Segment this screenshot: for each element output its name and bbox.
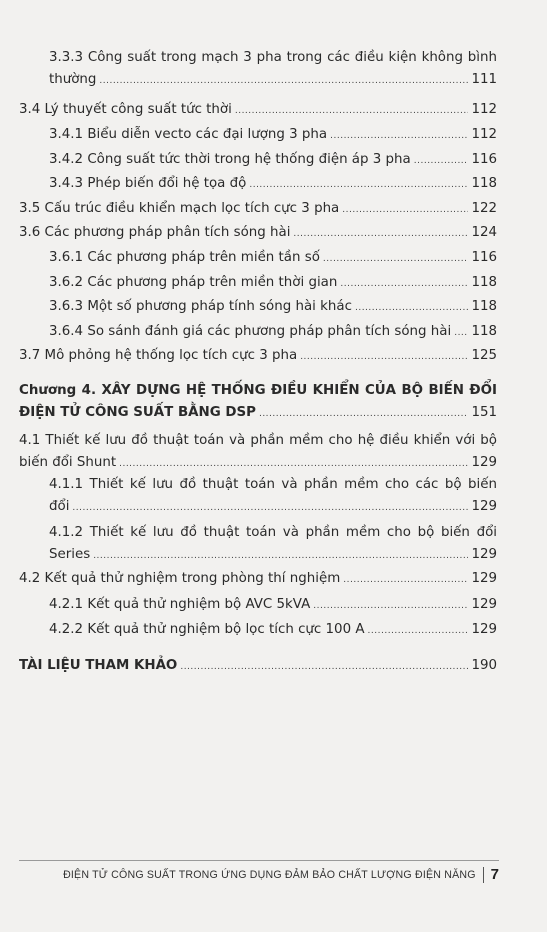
toc-page-number: 112 (471, 102, 497, 117)
dot-leader (343, 569, 468, 591)
toc-entry-title: 3.7 Mô phỏng hệ thống lọc tích cực 3 pha (19, 348, 298, 363)
toc-entry-title: 3.6.4 So sánh đánh giá các phương pháp phân tích sóng hài (49, 324, 452, 339)
dot-leader (330, 125, 468, 147)
toc-page-number: 118 (471, 176, 497, 191)
toc-page-number: 129 (471, 499, 497, 514)
dot-leader (454, 322, 468, 344)
toc-entry-4-2-2[interactable] (49, 619, 497, 642)
dot-leader (355, 297, 468, 319)
toc-entry-title-cont: ĐIỆN TỬ CÔNG SUẤT BẰNG DSP (19, 405, 256, 420)
toc-page-number: 129 (471, 547, 497, 562)
toc-entry-title-cont: biến đổi Shunt (19, 455, 117, 470)
toc-entry-title-cont: thường (49, 72, 97, 87)
toc-entry-title: 4.1.2 Thiết kế lưu đồ thuật toán và phần mềm cho bộ biến đổi (49, 525, 497, 540)
dot-leader (342, 199, 468, 221)
toc-page-number: 124 (471, 225, 497, 240)
dot-leader (414, 150, 469, 172)
toc-page-number: 118 (471, 299, 497, 314)
dot-leader (180, 656, 468, 678)
toc-entry-4-2-1[interactable] (49, 594, 497, 617)
toc-entry-title-cont: Series (49, 547, 91, 562)
toc-entry-3-4-2[interactable] (49, 149, 497, 172)
dot-leader (235, 100, 469, 122)
toc-page-number: 116 (471, 250, 497, 265)
toc-entry-title: 4.2 Kết quả thử nghiệm trong phòng thí nghiệm (19, 571, 341, 586)
toc-entry-title-cont: đổi (49, 499, 70, 514)
toc-entry-title: 3.4 Lý thuyết công suất tức thời (19, 102, 232, 117)
toc-entry-references[interactable] (19, 655, 497, 678)
dot-leader (323, 248, 469, 270)
toc-entry-4-2[interactable] (19, 568, 497, 591)
toc-entry-title: 3.6.1 Các phương pháp trên miền tần số (49, 250, 320, 265)
toc-entry-chapter-4[interactable] (19, 380, 497, 425)
dot-leader (249, 174, 468, 196)
dot-leader (300, 346, 468, 368)
dot-leader (293, 223, 468, 245)
dot-leader (340, 273, 468, 295)
dot-leader (99, 70, 468, 92)
toc-entry-title: 3.6.2 Các phương pháp trên miền thời gian (49, 275, 338, 290)
toc-page-number: 151 (471, 405, 497, 420)
toc-entry-3-6-4[interactable] (49, 321, 497, 344)
toc-entry-3-6[interactable] (19, 222, 497, 245)
page-number: 7 (490, 866, 499, 883)
toc-page-number: 118 (471, 275, 497, 290)
toc-entry-3-6-3[interactable] (49, 296, 497, 319)
dot-leader (93, 545, 468, 567)
toc-entry-title: 3.6.3 Một số phương pháp tính sóng hài khác (49, 299, 352, 314)
toc-entry-3-4-1[interactable] (49, 124, 497, 147)
toc-entry-title: 4.2.2 Kết quả thử nghiệm bộ lọc tích cực 100 A (49, 622, 365, 637)
toc-entry-title: 4.1 Thiết kế lưu đồ thuật toán và phần mềm cho hệ điều khiển với bộ (19, 433, 497, 448)
toc-page-number: 190 (471, 658, 497, 673)
toc-entry-4-1-1[interactable] (49, 474, 497, 519)
toc-entry-title: 3.5 Cấu trúc điều khiển mạch lọc tích cực 3 pha (19, 201, 340, 216)
toc-entry-title: 3.6 Các phương pháp phân tích sóng hài (19, 225, 291, 240)
toc-page-number: 129 (471, 455, 497, 470)
toc-entry-title: 4.2.1 Kết quả thử nghiệm bộ AVC 5kVA (49, 597, 311, 612)
toc-entry-title: 3.4.2 Công suất tức thời trong hệ thống điện áp 3 pha (49, 152, 411, 167)
toc-page-number: 129 (471, 622, 497, 637)
toc-entry-3-5[interactable] (19, 198, 497, 221)
toc-entry-title: TÀI LIỆU THAM KHẢO (19, 658, 178, 673)
toc-entry-3-3-3[interactable] (49, 47, 497, 92)
running-title: ĐIỆN TỬ CÔNG SUẤT TRONG ỨNG DỤNG ĐẢM BẢO CHẤT LƯỢNG ĐIỆN NĂNG (63, 868, 476, 881)
toc-entry-title: 3.4.1 Biểu diễn vecto các đại lượng 3 pha (49, 127, 328, 142)
dot-leader (119, 453, 468, 475)
toc-entry-title: 3.4.3 Phép biến đổi hệ tọa độ (49, 176, 247, 191)
page-footer (19, 866, 499, 883)
toc-entry-3-6-1[interactable] (49, 247, 497, 270)
toc-page-number: 112 (471, 127, 497, 142)
footer-separator (483, 867, 484, 883)
dot-leader (313, 595, 468, 617)
toc-page-number: 111 (471, 72, 497, 87)
toc-entry-3-4[interactable] (19, 99, 497, 122)
toc-entry-title: 4.1.1 Thiết kế lưu đồ thuật toán và phần mềm cho các bộ biến (49, 477, 497, 492)
toc-page-number: 122 (471, 201, 497, 216)
toc-page-number: 129 (471, 597, 497, 612)
toc-page-number: 129 (471, 571, 497, 586)
dot-leader (72, 497, 468, 519)
toc-entry-3-6-2[interactable] (49, 272, 497, 295)
toc-page-number: 125 (471, 348, 497, 363)
toc-entry-4-1[interactable] (19, 430, 497, 475)
footer-divider (19, 860, 499, 861)
toc-entry-title: Chương 4. XÂY DỰNG HỆ THỐNG ĐIỀU KHIỂN CỦA BỘ BIẾN ĐỔI (19, 383, 497, 398)
toc-page-number: 118 (471, 324, 497, 339)
dot-leader (259, 403, 468, 425)
toc-entry-4-1-2[interactable] (49, 522, 497, 567)
dot-leader (368, 620, 469, 642)
toc-entry-3-4-3[interactable] (49, 173, 497, 196)
toc-entry-title: 3.3.3 Công suất trong mạch 3 pha trong các điều kiện không bình (49, 50, 497, 65)
toc-entry-3-7[interactable] (19, 345, 497, 368)
toc-page-number: 116 (471, 152, 497, 167)
